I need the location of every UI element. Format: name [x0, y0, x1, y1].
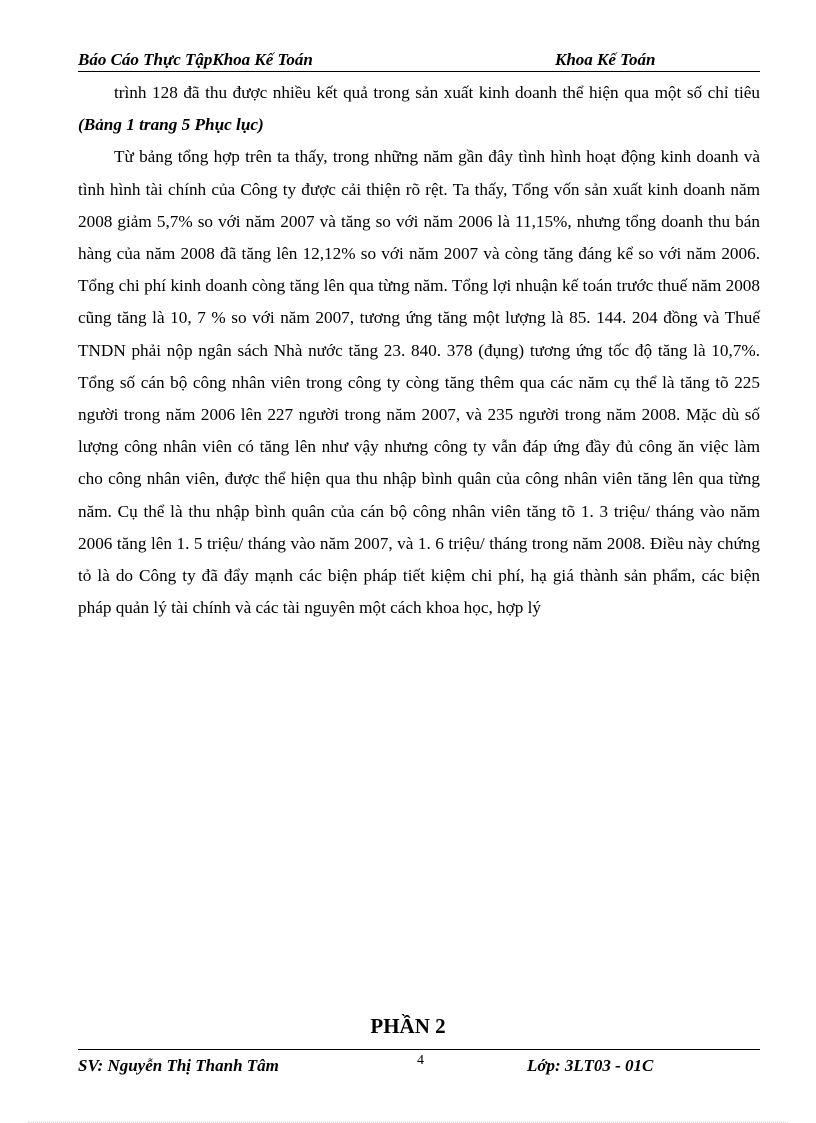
header-report-title: Báo Cáo Thực TậpKhoa Kế Toán	[78, 50, 313, 69]
document-body	[78, 77, 760, 624]
paragraph-continuation	[78, 77, 760, 141]
footer-rule	[78, 1049, 760, 1050]
page-header	[78, 48, 760, 72]
header-department: Khoa Kế Toán	[555, 50, 656, 69]
page-footer	[78, 1053, 760, 1079]
page-number: 4	[417, 1053, 424, 1068]
paragraph-2: Từ bảng tổng hợp trên ta thấy, trong những năm gần đây tình hình hoạt động kinh doanh và tình hình tài chính của Công ty được cải thiện rõ rệt. Ta thấy, Tổng vốn sản xuất kinh doanh năm 2008 giảm 5,7% so với năm 2007 và tăng so với năm 2006 là 11,15%, nhưng tổng doanh thu bán hàng của năm 2008 đã tăng lên 12,12% so với năm 2007 và còng tăng đáng kể so với năm 2006. Tổng chi phí kinh doanh còng tăng lên qua từng năm. Tổng lợi nhuận kế toán trước thuế năm 2008 cũng tăng là 10, 7 % so với năm 2007, tương ứng tăng một lượng là 85. 144. 204 đồng và Thuế TNDN phải nộp ngân sách Nhà nước tăng 23. 840. 378 (đụng) tương ứng tốc độ tăng là 10,7%. Tổng số cán bộ công nhân viên trong công ty còng tăng thêm qua các năm cụ thể là tăng tõ 225 người trong năm 2006 lên 227 người trong năm 2007, và 235 người trong năm 2008. Mặc dù số lượng công nhân viên có tăng lên như vậy nhưng công ty vẫn đáp ứng đầy đủ công ăn việc làm cho công nhân viên, được thể hiện qua thu nhập bình quân của công nhân viên tăng lên qua từng năm. Cụ thể là thu nhập bình quân của cán bộ công nhân viên tăng tõ 1. 3 triệu/ tháng vào năm 2006 tăng lên 1. 5 triệu/ tháng vào năm 2007, và 1. 6 triệu/ tháng trong năm 2008. Điều này chứng tỏ là do Công ty đã đẩy mạnh các biện pháp tiết kiệm chi phí, hạ giá thành sản phẩm, các biện pháp quản lý tài chính và các tài nguyên một cách khoa học, hợp lý	[78, 147, 760, 618]
header-rule	[78, 71, 760, 72]
section-title: PHẦN 2	[370, 1014, 446, 1038]
footer-class: Lớp: 3LT03 - 01C	[527, 1056, 654, 1075]
table-reference: (Bảng 1 trang 5 Phục lục)	[78, 115, 264, 135]
footer-student-name: SV: Nguyễn Thị Thanh Tâm	[78, 1056, 279, 1075]
paragraph-1-text: trình 128 đã thu được nhiều kết quả trong sản xuất kinh doanh thể hiện qua một số chỉ tiêu	[114, 83, 760, 102]
